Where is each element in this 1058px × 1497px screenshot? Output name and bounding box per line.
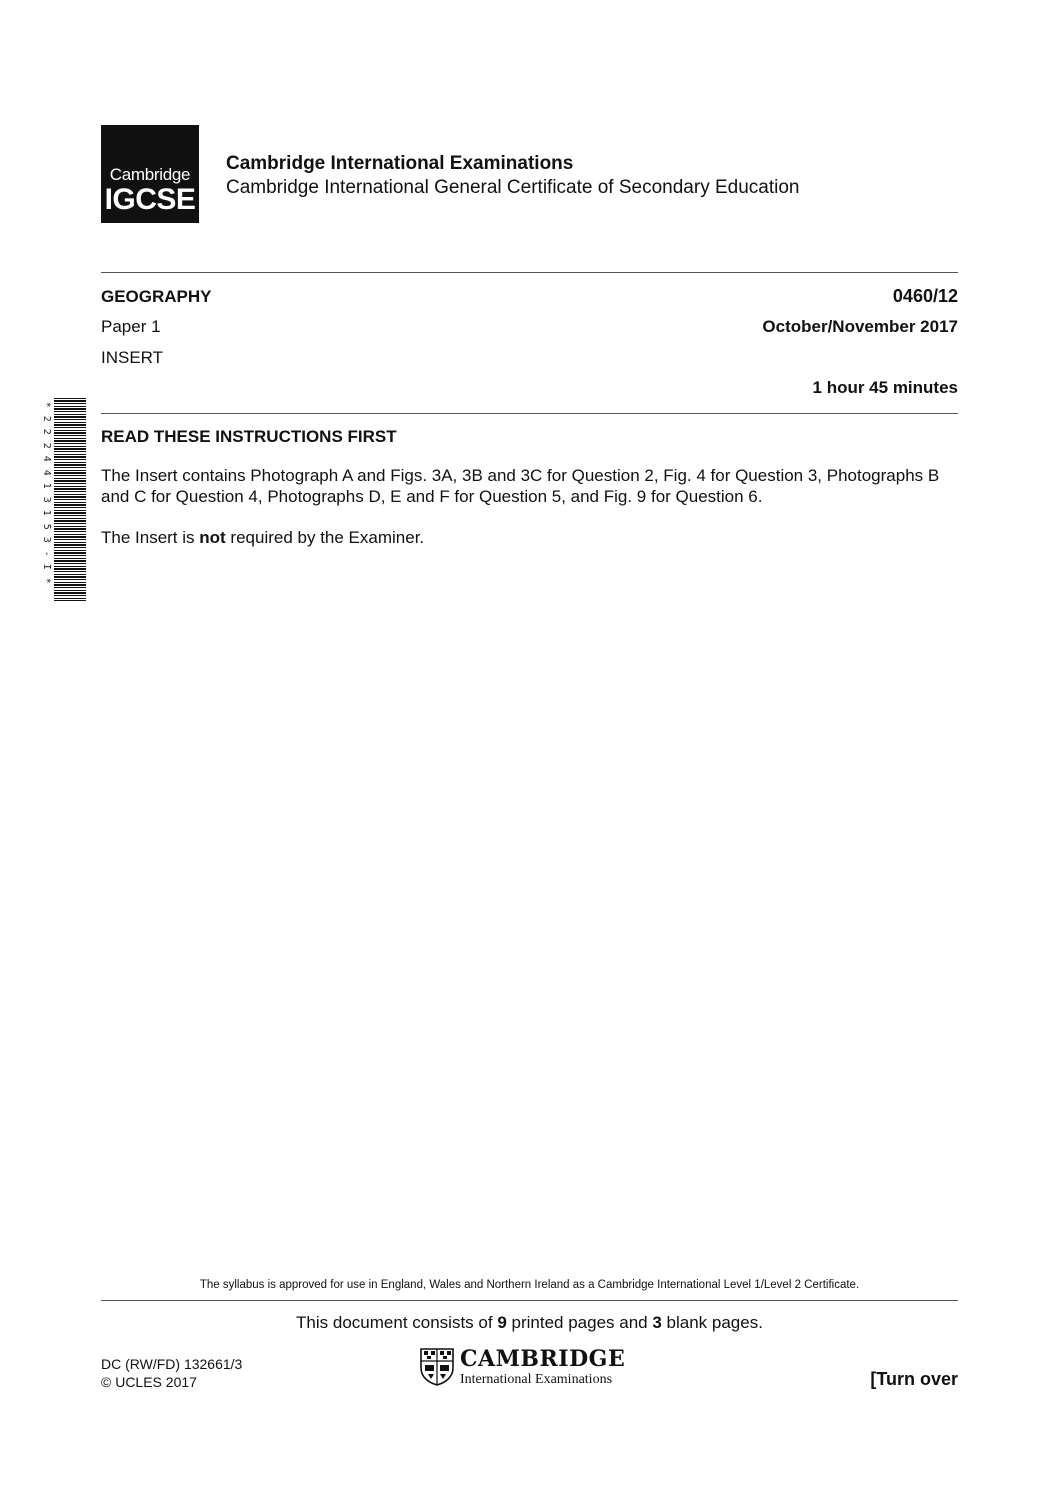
syllabus-note: The syllabus is approved for use in England, Wales and Northern Ireland as a Cambridge International Level 1/Level 2 Certificate.	[199, 1279, 860, 1291]
note-post: required by the Examiner.	[225, 528, 425, 547]
barcode-digit: 1	[40, 482, 52, 489]
barcode-digit: 2	[40, 428, 52, 435]
barcode-digit: 2	[40, 415, 52, 422]
note-pre: The Insert is	[101, 528, 200, 547]
cambridge-subtitle: International Examinations	[460, 1372, 613, 1387]
barcode-digit: 3	[40, 536, 52, 543]
instructions-title: READ THESE INSTRUCTIONS FIRST	[101, 427, 397, 446]
barcode-digit: 5	[40, 523, 52, 530]
paper-number: Paper 1	[101, 317, 161, 336]
barcode-digit: I	[40, 563, 52, 570]
note-bold: not	[199, 528, 226, 547]
top-rule	[101, 272, 958, 273]
cambridge-wordmark: CAMBRIDGE	[460, 1346, 626, 1372]
barcode-digit: 3	[40, 496, 52, 503]
org-subtitle: Cambridge International General Certificate of Secondary Education	[226, 177, 800, 198]
instructions-note	[101, 528, 424, 548]
page-count-statement	[101, 1313, 958, 1333]
document-type: INSERT	[101, 348, 164, 367]
cambridge-igcse-logo	[101, 125, 199, 223]
barcode-digits	[40, 398, 52, 601]
barcode-digit: *	[40, 401, 52, 408]
barcode-digit: 4	[40, 469, 52, 476]
paper-code: 0460/12	[892, 286, 958, 306]
barcode-digit: *	[40, 577, 52, 584]
consists-post: blank pages.	[661, 1313, 763, 1332]
turn-over: [Turn over	[870, 1369, 958, 1389]
barcode	[40, 398, 86, 601]
exam-duration: 1 hour 45 minutes	[812, 378, 958, 397]
consists-pre: This document consists of	[296, 1313, 498, 1332]
barcode-digit: 1	[40, 509, 52, 516]
instructions-body: The Insert contains Photograph A and Figs. 3A, 3B and 3C for Question 2, Fig. 4 for Question 3, Photographs B and C for Question 4, Photographs D, E and F for Question 5, and Fig. 9 for Question 6.	[101, 466, 940, 506]
barcode-digit: 2	[40, 442, 52, 449]
printed-pages: 9	[497, 1313, 507, 1332]
barcode-digit: -	[40, 550, 52, 557]
subject: GEOGRAPHY	[101, 287, 212, 306]
middle-rule	[101, 413, 958, 414]
barcode-bars	[54, 398, 86, 601]
bottom-rule	[101, 1300, 958, 1301]
barcode-digit: 4	[40, 455, 52, 462]
crest-icon	[420, 1348, 454, 1386]
blank-pages: 3	[652, 1313, 662, 1332]
org-name: Cambridge International Examinations	[226, 153, 574, 174]
reference-code: DC (RW/FD) 132661/3	[101, 1356, 243, 1372]
consists-mid: printed pages and	[506, 1313, 653, 1332]
logo-line-1: Cambridge	[109, 165, 191, 184]
exam-session: October/November 2017	[762, 317, 958, 336]
copyright: © UCLES 2017	[101, 1374, 197, 1390]
logo-line-2: IGCSE	[104, 183, 196, 216]
